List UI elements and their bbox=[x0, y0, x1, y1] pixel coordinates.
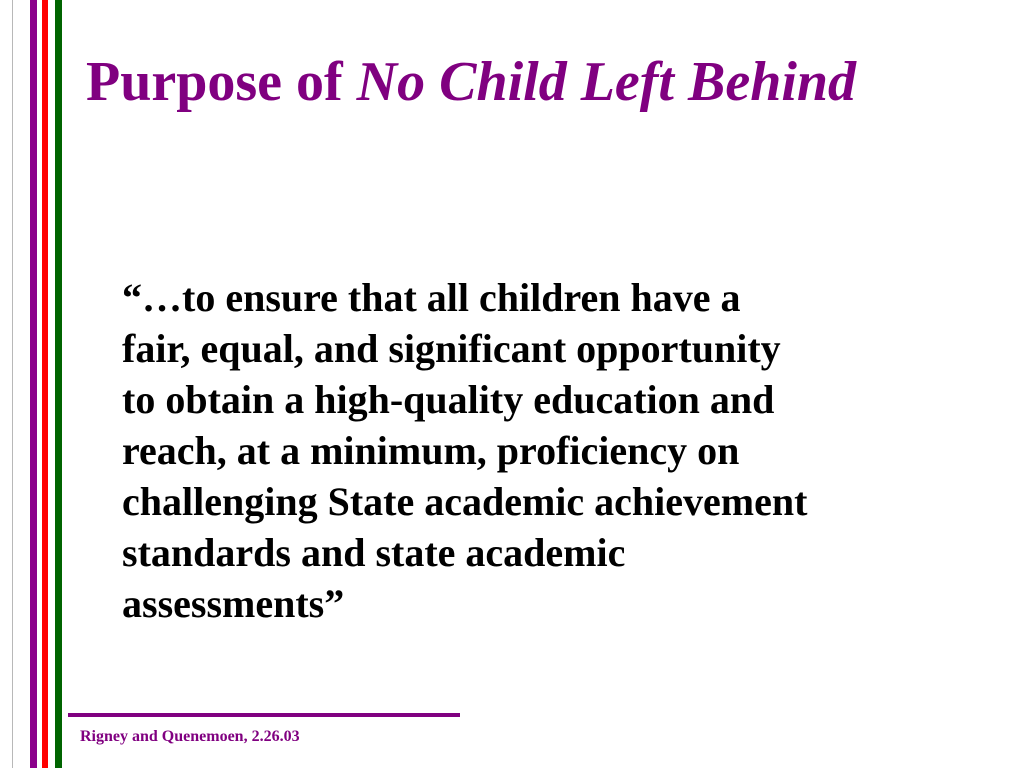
left-border-gray-stripe bbox=[0, 0, 13, 768]
quote-text bbox=[122, 272, 982, 629]
left-border-red-stripe bbox=[42, 0, 48, 768]
quote-line: assessments” bbox=[122, 581, 345, 626]
quote-line: reach, at a minimum, proficiency on bbox=[122, 428, 740, 473]
quote-line: to obtain a high-quality education and bbox=[122, 377, 775, 422]
left-border-green-stripe bbox=[55, 0, 62, 768]
quote-line: challenging State academic achievement bbox=[122, 479, 808, 524]
slide-title-italic: No Child Left Behind bbox=[356, 51, 857, 113]
footer-citation: Rigney and Quenemoen, 2.26.03 bbox=[80, 728, 300, 745]
left-border-purple-stripe bbox=[30, 0, 37, 768]
quote-line: “…to ensure that all children have a bbox=[122, 275, 741, 320]
slide-title bbox=[86, 52, 856, 114]
quote-line: standards and state academic bbox=[122, 530, 626, 575]
quote-line: fair, equal, and significant opportunity bbox=[122, 326, 781, 371]
footer-divider bbox=[68, 713, 460, 717]
slide-title-plain: Purpose of bbox=[86, 51, 357, 113]
